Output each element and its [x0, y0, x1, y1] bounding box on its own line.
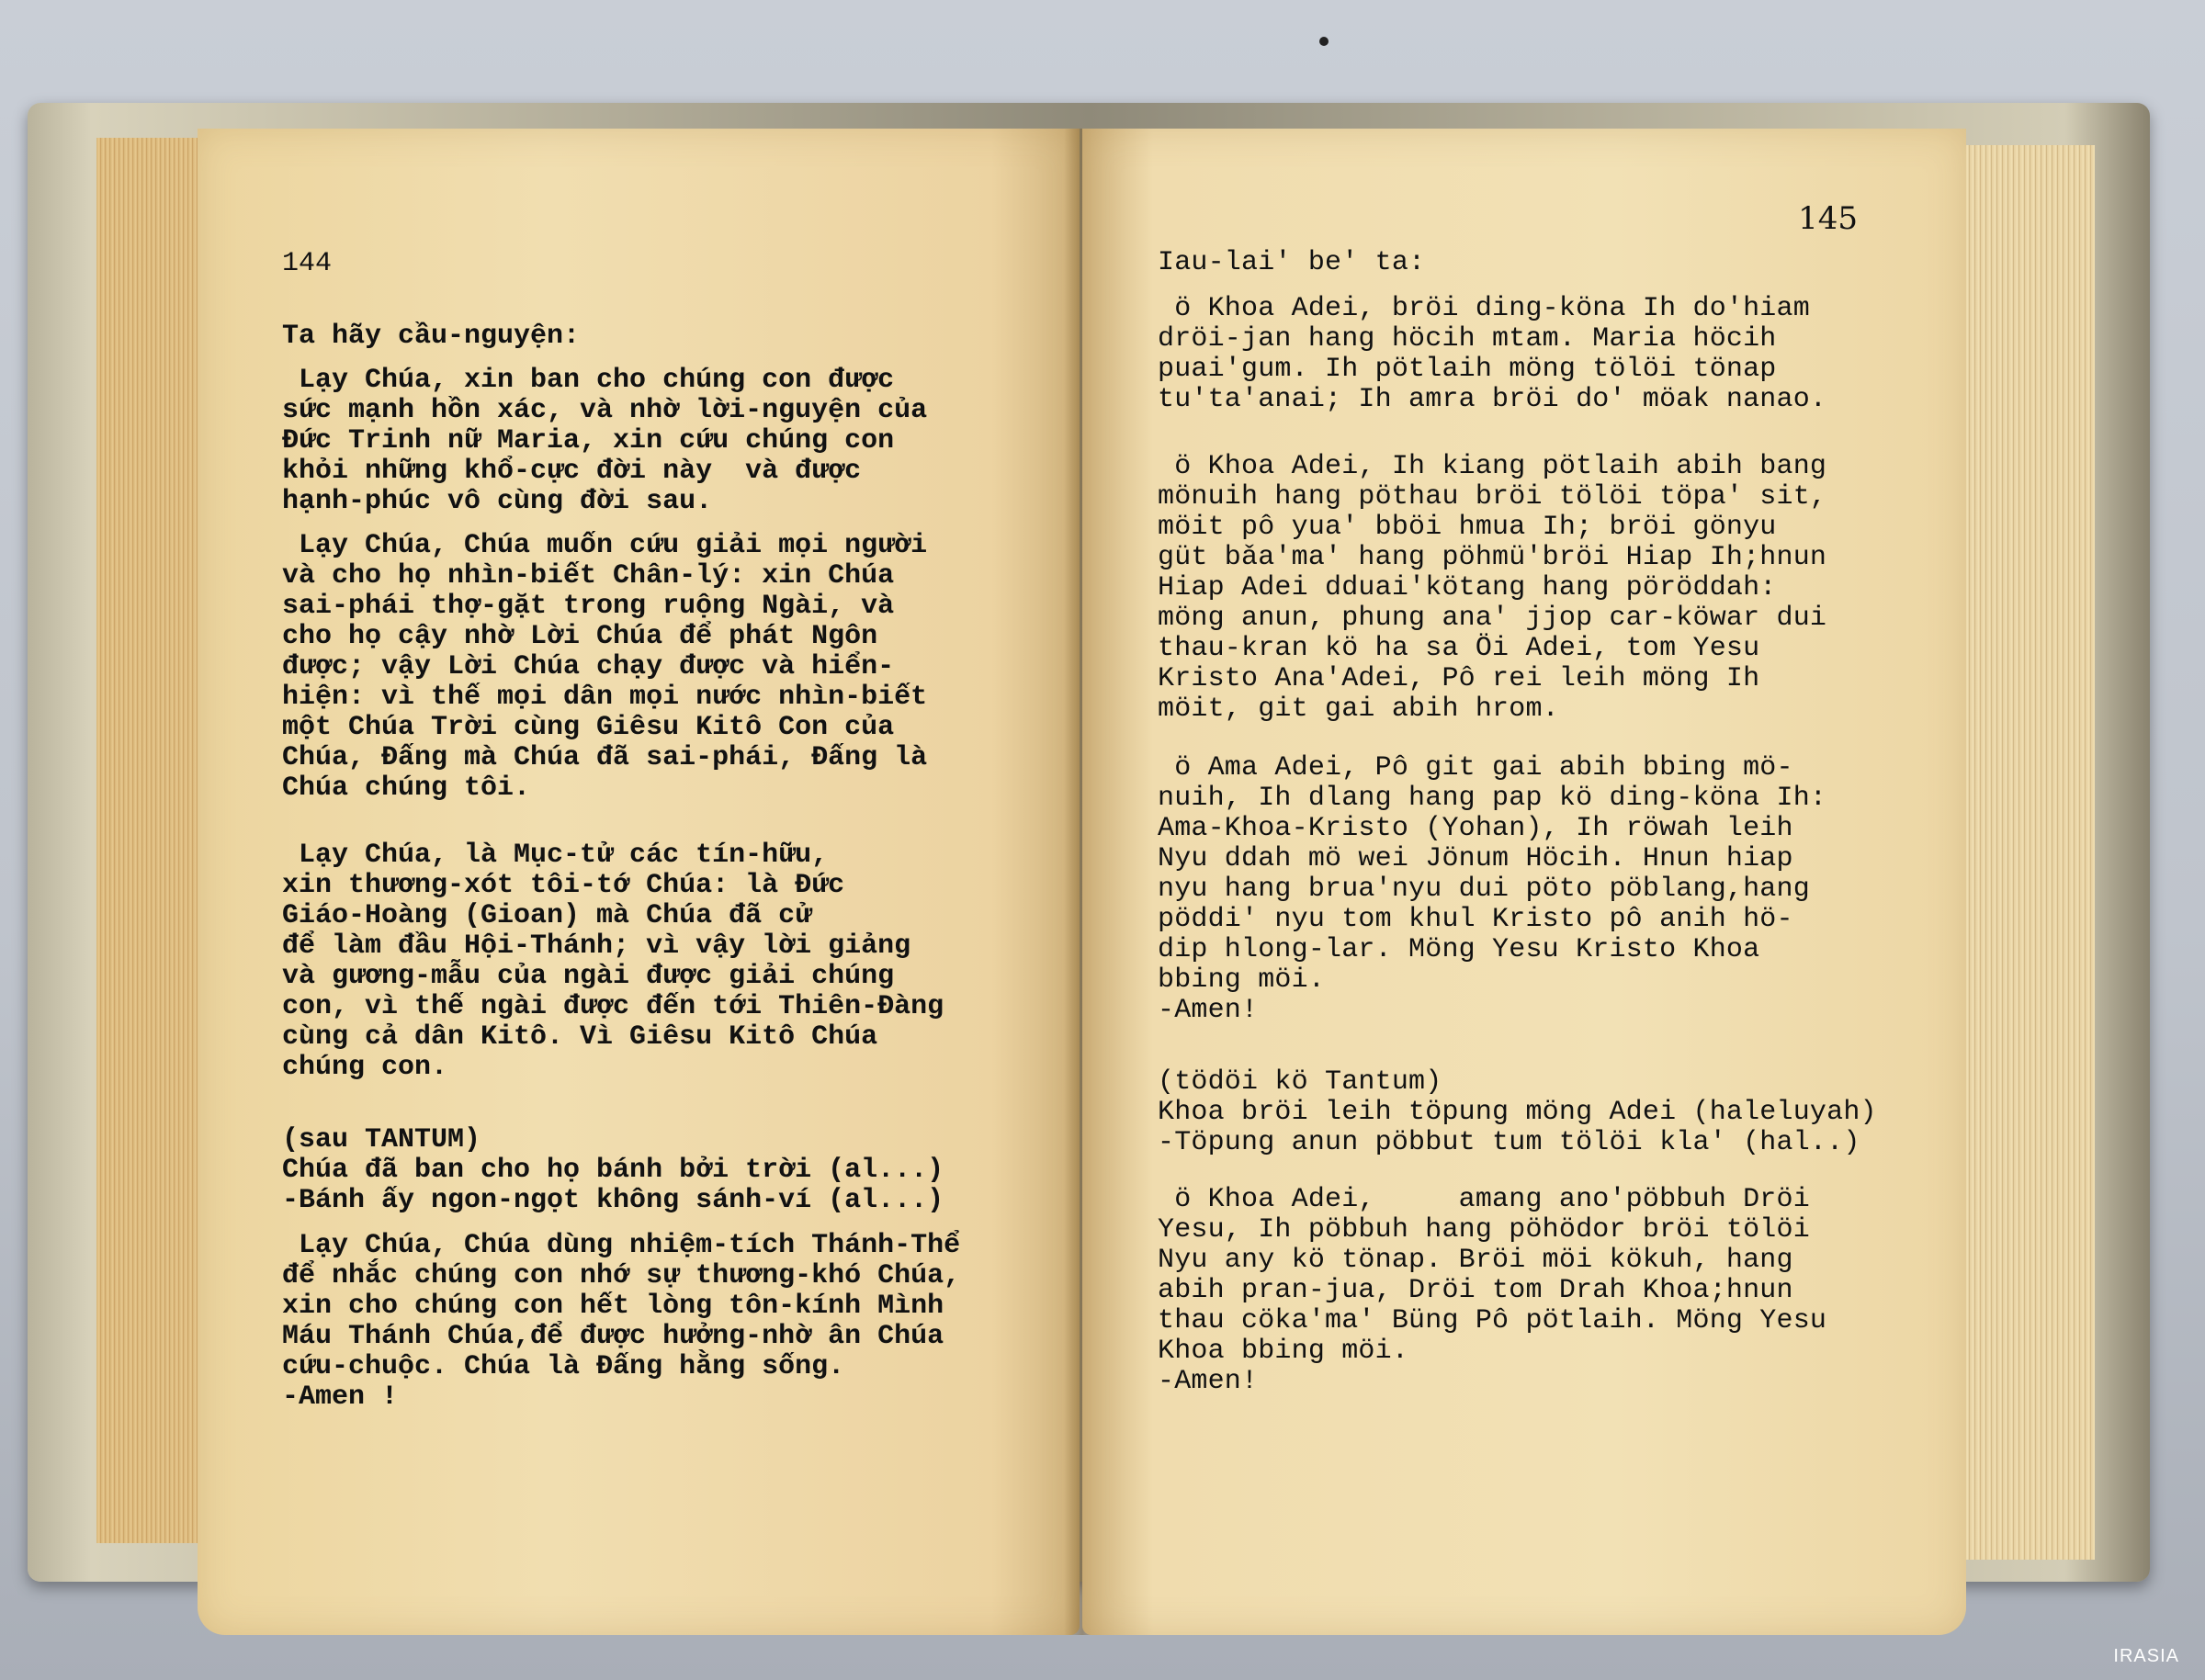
responsory: (sau TANTUM) Chúa đã ban cho họ bánh bởi trời (al...) -Bánh ấy ngon-ngọt không sánh-ví (al...) — [282, 1124, 944, 1216]
prayer-heading: Ta hãy cầu-nguyện: — [282, 321, 581, 352]
paragraph: Lạy Chúa, Chúa dùng nhiệm-tích Thánh-Thể để nhắc chúng con nhớ sự thương-khó Chúa, xin cho chúng con hết lòng tôn-kính Mình Máu Thánh Chúa,để được hưởng-nhờ ân Chúa cứu-chuộc. Chúa là Đấng hằng sống. -Amen ! — [282, 1230, 961, 1413]
paragraph: Lạy Chúa, xin ban cho chúng con được sức mạnh hồn xác, và nhờ lời-nguyện của Đức Trinh nữ Maria, xin cứu chúng con khỏi những khổ-cực đời này và được hạnh-phúc vô cùng đời sau. — [282, 365, 928, 517]
paragraph: ö Khoa Adei, amang ano'pöbbuh Dröi Yesu, Ih pöbbuh hang pöhödor bröi tölöi Nyu any kö tönap. Bröi möi kökuh, hang abih pran-jua, Dröi tom Drah Khoa;hnun thau cöka'ma' Büng Pô pötlaih. Möng Yesu Khoa bbing möi. -Amen! — [1158, 1184, 1827, 1397]
watermark: IRASIA — [2113, 1646, 2179, 1666]
prayer-heading: Iau-lai' be' ta: — [1158, 247, 1426, 278]
right-page — [1082, 129, 1966, 1635]
page-edges-left — [96, 138, 207, 1543]
page-number: 145 — [1798, 200, 1858, 237]
page-number: 144 — [282, 248, 333, 279]
responsory: (tödöi kö Tantum) Khoa bröi leih töpung möng Adei (haleluyah) -Töpung anun pöbbut tum tölöi kla' (hal..) — [1158, 1066, 1877, 1158]
paragraph: ö Ama Adei, Pô git gai abih bbing mö- nuih, Ih dlang hang pap kö ding-köna Ih: Ama-Khoa-Kristo (Yohan), Ih röwah leih Nyu ddah mö wei Jönum Höcih. Hnun hiap nyu hang brua'nyu dui pöto pöblang,hang pöddi' nyu tom khul Kristo pô anih hö- dip hlong-lar. Möng Yesu Kristo Khoa bbing möi. -Amen! — [1158, 752, 1827, 1026]
paragraph: ö Khoa Adei, Ih kiang pötlaih abih bang mönuih hang pöthau bröi tölöi töpa' sit, möit pô yua' bböi hmua Ih; bröi gönyu güt bǎa'ma' hang pöhmü'bröi Hiap Ih;hnun Hiap Adei dduai'kötang hang pöröddah: möng anun, phung ana' jjop car-köwar dui thau-kran kö ha sa Öi Adei, tom Yesu Kristo Ana'Adei, Pô rei leih möng Ih möit, git gai abih hrom. — [1158, 451, 1827, 725]
speck — [1319, 37, 1329, 46]
paragraph: Lạy Chúa, là Mục-tử các tín-hữu, xin thương-xót tôi-tớ Chúa: là Đức Giáo-Hoàng (Gioan) mà Chúa đã cử để làm đầu Hội-Thánh; vì vậy lời giảng và gương-mẫu của ngài được giải chúng con, vì thế ngài được đến tới Thiên-Đàng cùng cả dân Kitô. Vì Giêsu Kitô Chúa chúng con. — [282, 840, 944, 1083]
left-page — [198, 129, 1080, 1635]
paragraph: Lạy Chúa, Chúa muốn cứu giải mọi người và cho họ nhìn-biết Chân-lý: xin Chúa sai-phái thợ-gặt trong ruộng Ngài, và cho họ cậy nhờ Lời Chúa để phát Ngôn được; vậy Lời Chúa chạy được và hiển- hiện: vì thế mọi dân mọi nước nhìn-biết một Chúa Trời cùng Giêsu Kitô Con của Chúa, Đấng mà Chúa đã sai-phái, Đấng là Chúa chúng tôi. — [282, 530, 928, 804]
paragraph: ö Khoa Adei, bröi ding-köna Ih do'hiam dröi-jan hang höcih mtam. Maria höcih puai'gum. Ih pötlaih möng tölöi tönap tu'ta'anai; Ih amra bröi do' möak nanao. — [1158, 293, 1827, 415]
